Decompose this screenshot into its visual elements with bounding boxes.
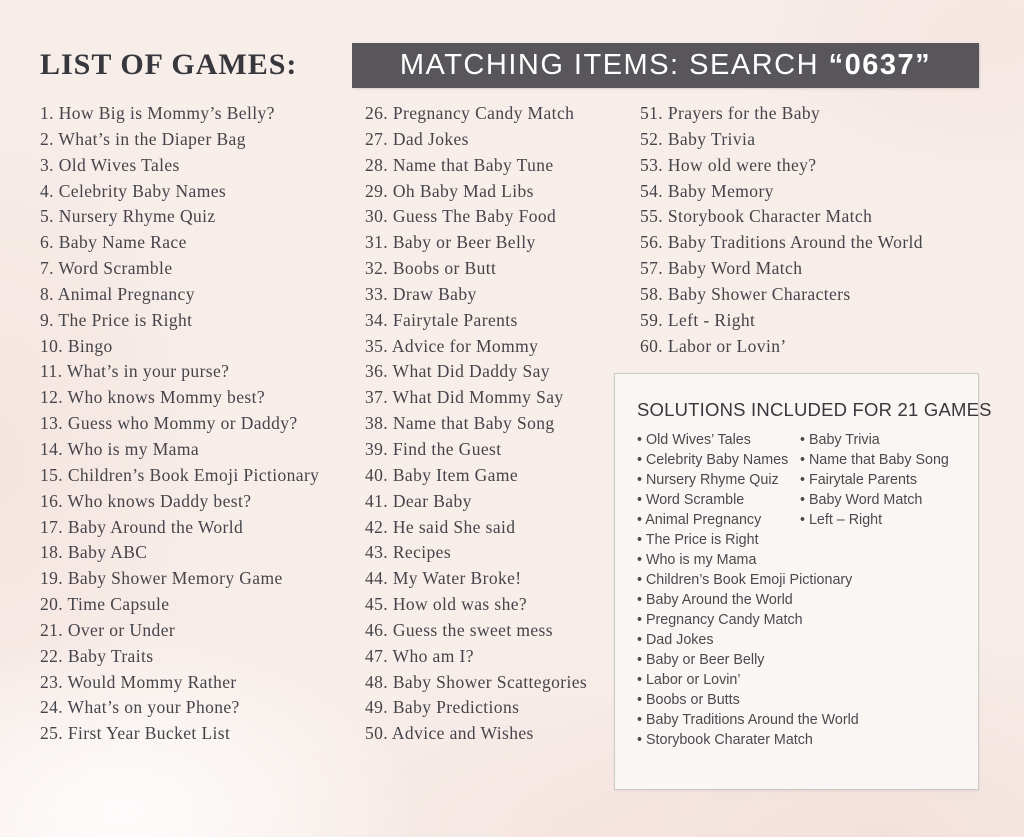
game-list-item: 32. Boobs or Butt [365, 258, 497, 279]
game-list-item: 18. Baby ABC [40, 542, 148, 563]
solution-item: • Baby Around the World [637, 590, 800, 610]
solution-item: • Baby or Beer Belly [637, 650, 800, 670]
game-list-item: 54. Baby Memory [640, 180, 774, 201]
solution-item: • Dad Jokes [637, 630, 800, 650]
solution-item: • Storybook Charater Match [637, 730, 800, 750]
game-list-item: 42. He said She said [365, 516, 516, 537]
game-list-item: 37. What Did Mommy Say [365, 387, 564, 408]
game-list-item: 40. Baby Item Game [365, 464, 518, 485]
game-list-item: 50. Advice and Wishes [365, 723, 534, 744]
game-list-item: 8. Animal Pregnancy [40, 283, 195, 304]
game-list-item: 29. Oh Baby Mad Libs [365, 180, 534, 201]
solutions-title: SOLUTIONS INCLUDED FOR 21 GAMES [637, 399, 992, 420]
game-list-item: 56. Baby Traditions Around the World [640, 232, 923, 253]
game-list-item: 38. Name that Baby Song [365, 413, 555, 434]
solution-item: • Fairytale Parents [800, 470, 949, 490]
solution-item: • Left – Right [800, 510, 949, 530]
game-list-item: 3. Old Wives Tales [40, 154, 180, 175]
solution-item: • Old Wives’ Tales [637, 430, 800, 450]
solution-item: • Word Scramble [637, 490, 800, 510]
game-list-item: 11. What’s in your purse? [40, 361, 230, 382]
solutions-box [614, 373, 992, 790]
game-list-item: 30. Guess The Baby Food [365, 206, 557, 227]
game-list-item: 6. Baby Name Race [40, 232, 187, 253]
solution-item: • Children’s Book Emoji Pictionary [637, 570, 800, 590]
game-list-item: 43. Recipes [365, 542, 452, 563]
game-list-item: 47. Who am I? [365, 645, 474, 666]
game-list-item: 34. Fairytale Parents [365, 309, 518, 330]
game-list-item: 44. My Water Broke! [365, 568, 522, 589]
game-list-item: 41. Dear Baby [365, 490, 472, 511]
solution-item: • Labor or Lovin’ [637, 670, 800, 690]
game-list-item: 15. Children’s Book Emoji Pictionary [40, 464, 320, 485]
game-list-item: 60. Labor or Lovin’ [640, 335, 787, 356]
game-list-item: 27. Dad Jokes [365, 128, 469, 149]
game-list-item: 21. Over or Under [40, 619, 176, 640]
game-list-item: 57. Baby Word Match [640, 258, 803, 279]
game-list-item: 7. Word Scramble [40, 258, 173, 279]
games-column-3 [640, 101, 923, 359]
game-list-item: 26. Pregnancy Candy Match [365, 103, 575, 123]
game-list-item: 25. First Year Bucket List [40, 723, 231, 744]
game-list-item: 19. Baby Shower Memory Game [40, 568, 283, 589]
solution-item: • Boobs or Butts [637, 690, 800, 710]
solution-item: • The Price is Right [637, 530, 800, 550]
games-column-1 [40, 101, 319, 747]
game-list-item: 1. How Big is Mommy’s Belly? [40, 103, 275, 123]
solution-item: • Name that Baby Song [800, 450, 949, 470]
game-list-item: 48. Baby Shower Scattegories [365, 671, 588, 692]
solution-item: • Baby Traditions Around the World [637, 710, 800, 730]
banner-search-code: “0637” [828, 49, 932, 81]
banner-text: MATCHING ITEMS: SEARCH [399, 49, 829, 81]
game-list-item: 5. Nursery Rhyme Quiz [40, 206, 216, 227]
game-list-item: 9. The Price is Right [40, 309, 193, 330]
game-list-item: 2. What’s in the Diaper Bag [40, 128, 246, 149]
solution-item: • Animal Pregnancy [637, 510, 800, 530]
game-list-item: 10. Bingo [40, 335, 113, 356]
game-list-item: 36. What Did Daddy Say [365, 361, 550, 382]
game-list-item: 33. Draw Baby [365, 283, 477, 304]
page-title: LIST OF GAMES: [40, 48, 298, 81]
games-column-2 [365, 101, 587, 747]
solution-item: • Celebrity Baby Names [637, 450, 800, 470]
game-list-item: 13. Guess who Mommy or Daddy? [40, 413, 298, 434]
game-list-item: 31. Baby or Beer Belly [365, 232, 536, 253]
solution-item: • Who is my Mama [637, 550, 800, 570]
game-list-item: 17. Baby Around the World [40, 516, 244, 537]
game-list-item: 49. Baby Predictions [365, 697, 520, 718]
solution-item: • Baby Word Match [800, 490, 949, 510]
solution-item: • Nursery Rhyme Quiz [637, 470, 800, 490]
solutions-column-2 [800, 430, 949, 750]
solution-item: • Baby Trivia [800, 430, 949, 450]
game-list-item: 20. Time Capsule [40, 594, 170, 615]
matching-items-banner [352, 43, 979, 88]
game-list-item: 14. Who is my Mama [40, 438, 200, 459]
game-list-item: 46. Guess the sweet mess [365, 619, 553, 640]
solutions-columns [637, 430, 974, 750]
game-list-item: 51. Prayers for the Baby [640, 103, 821, 123]
game-list-item: 23. Would Mommy Rather [40, 671, 237, 692]
game-list-item: 39. Find the Guest [365, 438, 502, 459]
game-list-item: 52. Baby Trivia [640, 128, 756, 149]
game-list-item: 53. How old were they? [640, 154, 817, 175]
game-list-item: 55. Storybook Character Match [640, 206, 873, 227]
solution-item: • Pregnancy Candy Match [637, 610, 800, 630]
game-list-item: 59. Left - Right [640, 309, 756, 330]
game-list-item: 12. Who knows Mommy best? [40, 387, 266, 408]
game-list-item: 16. Who knows Daddy best? [40, 490, 252, 511]
game-list-item: 24. What’s on your Phone? [40, 697, 240, 718]
game-list-item: 4. Celebrity Baby Names [40, 180, 227, 201]
game-list-item: 58. Baby Shower Characters [640, 283, 851, 304]
game-list-item: 28. Name that Baby Tune [365, 154, 554, 175]
game-list-item: 22. Baby Traits [40, 645, 154, 666]
game-list-item: 35. Advice for Mommy [365, 335, 539, 356]
game-list-item: 45. How old was she? [365, 594, 528, 615]
